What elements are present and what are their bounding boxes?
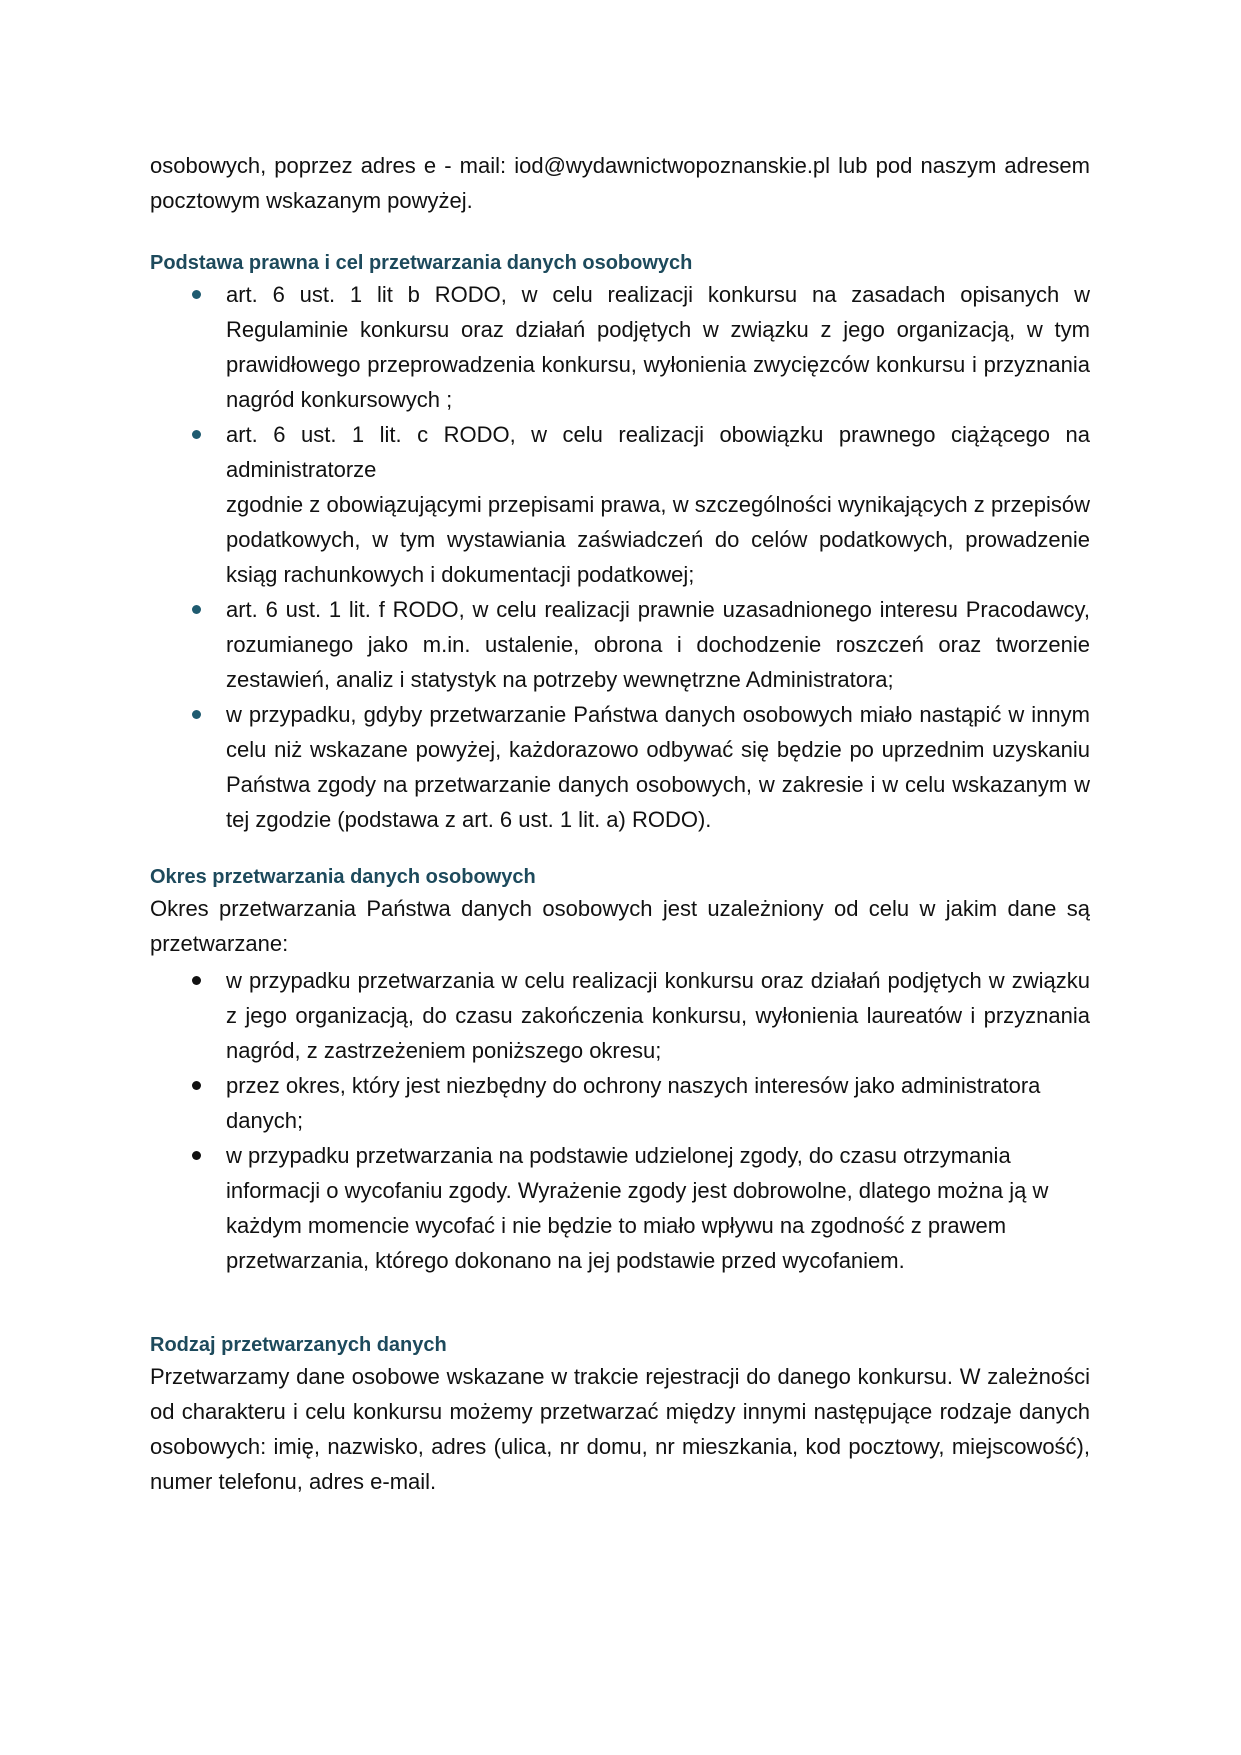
bullet-icon [192, 290, 201, 299]
legal-basis-list [150, 277, 1090, 837]
list-item-text: art. 6 ust. 1 lit. f RODO, w celu realizacji prawnie uzasadnionego interesu Pracodawcy, rozumianego jako m.in. ustalenie, obrona i dochodzenie roszczeń oraz tworzenie zestawień, analiz i statystyk na potrzeby wewnętrzne Administratora; [226, 597, 1090, 692]
bullet-icon [192, 1151, 201, 1160]
list-item-text: art. 6 ust. 1 lit. c RODO, w celu realizacji obowiązku prawnego ciążącego na administratorze [226, 422, 1090, 482]
list-item [150, 417, 1090, 592]
intro-paragraph: osobowych, poprzez adres e - mail: iod@wydawnictwopoznanskie.pl lub pod naszym adresem pocztowym wskazanym powyżej. [150, 153, 1090, 213]
list-item [150, 1068, 1090, 1138]
list-item-text-continued: zgodnie z obowiązującymi przepisami prawa, w szczególności wynikających z przepisów podatkowych, w tym wystawiania zaświadczeń do celów podatkowych, prowadzenie ksiąg rachunkowych i dokumentacji podatkowej; [226, 492, 1090, 587]
list-item-text: w przypadku przetwarzania w celu realizacji konkursu oraz działań podjętych w związku z jego organizacją, do czasu zakończenia konkursu, wyłonienia laureatów i przyznania nagród, z zastrzeżeniem poniższego okresu; [226, 968, 1090, 1063]
period-lead-paragraph: Okres przetwarzania Państwa danych osobowych jest uzależniony od celu w jakim dane są przetwarzane: [150, 896, 1090, 956]
list-item-text: przez okres, który jest niezbędny do ochrony naszych interesów jako administratora danych; [226, 1073, 1041, 1133]
document-page [150, 148, 1090, 1499]
section-heading-period: Okres przetwarzania danych osobowych [150, 866, 536, 888]
period-list [150, 963, 1090, 1278]
bullet-icon [192, 430, 201, 439]
data-types-paragraph: Przetwarzamy dane osobowe wskazane w trakcie rejestracji do danego konkursu. W zależności od charakteru i celu konkursu możemy przetwarzać między innymi następujące rodzaje danych osobowych: imię, nazwisko, adres (ulica, nr domu, nr mieszkania, kod pocztowy, miejscowość), numer telefonu, adres e-mail. [150, 1364, 1090, 1494]
list-item [150, 592, 1090, 697]
list-item [150, 1138, 1090, 1278]
bullet-icon [192, 710, 201, 719]
list-item-text: w przypadku przetwarzania na podstawie udzielonej zgody, do czasu otrzymania informacji o wycofaniu zgody. Wyrażenie zgody jest dobrowolne, dlatego można ją w każdym momencie wycofać i nie będzie to miało wpływu na zgodność z prawem przetwarzania, którego dokonano na jej podstawie przed wycofaniem. [226, 1143, 1049, 1273]
bullet-icon [192, 976, 201, 985]
list-item [150, 963, 1090, 1068]
bullet-icon [192, 605, 201, 614]
list-item [150, 697, 1090, 837]
list-item [150, 277, 1090, 417]
section-heading-legal-basis: Podstawa prawna i cel przetwarzania danych osobowych [150, 252, 693, 274]
list-item-text: w przypadku, gdyby przetwarzanie Państwa danych osobowych miało nastąpić w innym celu niż wskazane powyżej, każdorazowo odbywać się będzie po uprzednim uzyskaniu Państwa zgody na przetwarzanie danych osobowych, w zakresie i w celu wskazanym w tej zgodzie (podstawa z art. 6 ust. 1 lit. a) RODO). [226, 702, 1090, 832]
list-item-text: art. 6 ust. 1 lit b RODO, w celu realizacji konkursu na zasadach opisanych w Regulaminie konkursu oraz działań podjętych w związku z jego organizacją, w tym prawidłowego przeprowadzenia konkursu, wyłonienia zwycięzców konkursu i przyznania nagród konkursowych ; [226, 282, 1090, 412]
section-heading-data-types: Rodzaj przetwarzanych danych [150, 1334, 447, 1356]
bullet-icon [192, 1081, 201, 1090]
